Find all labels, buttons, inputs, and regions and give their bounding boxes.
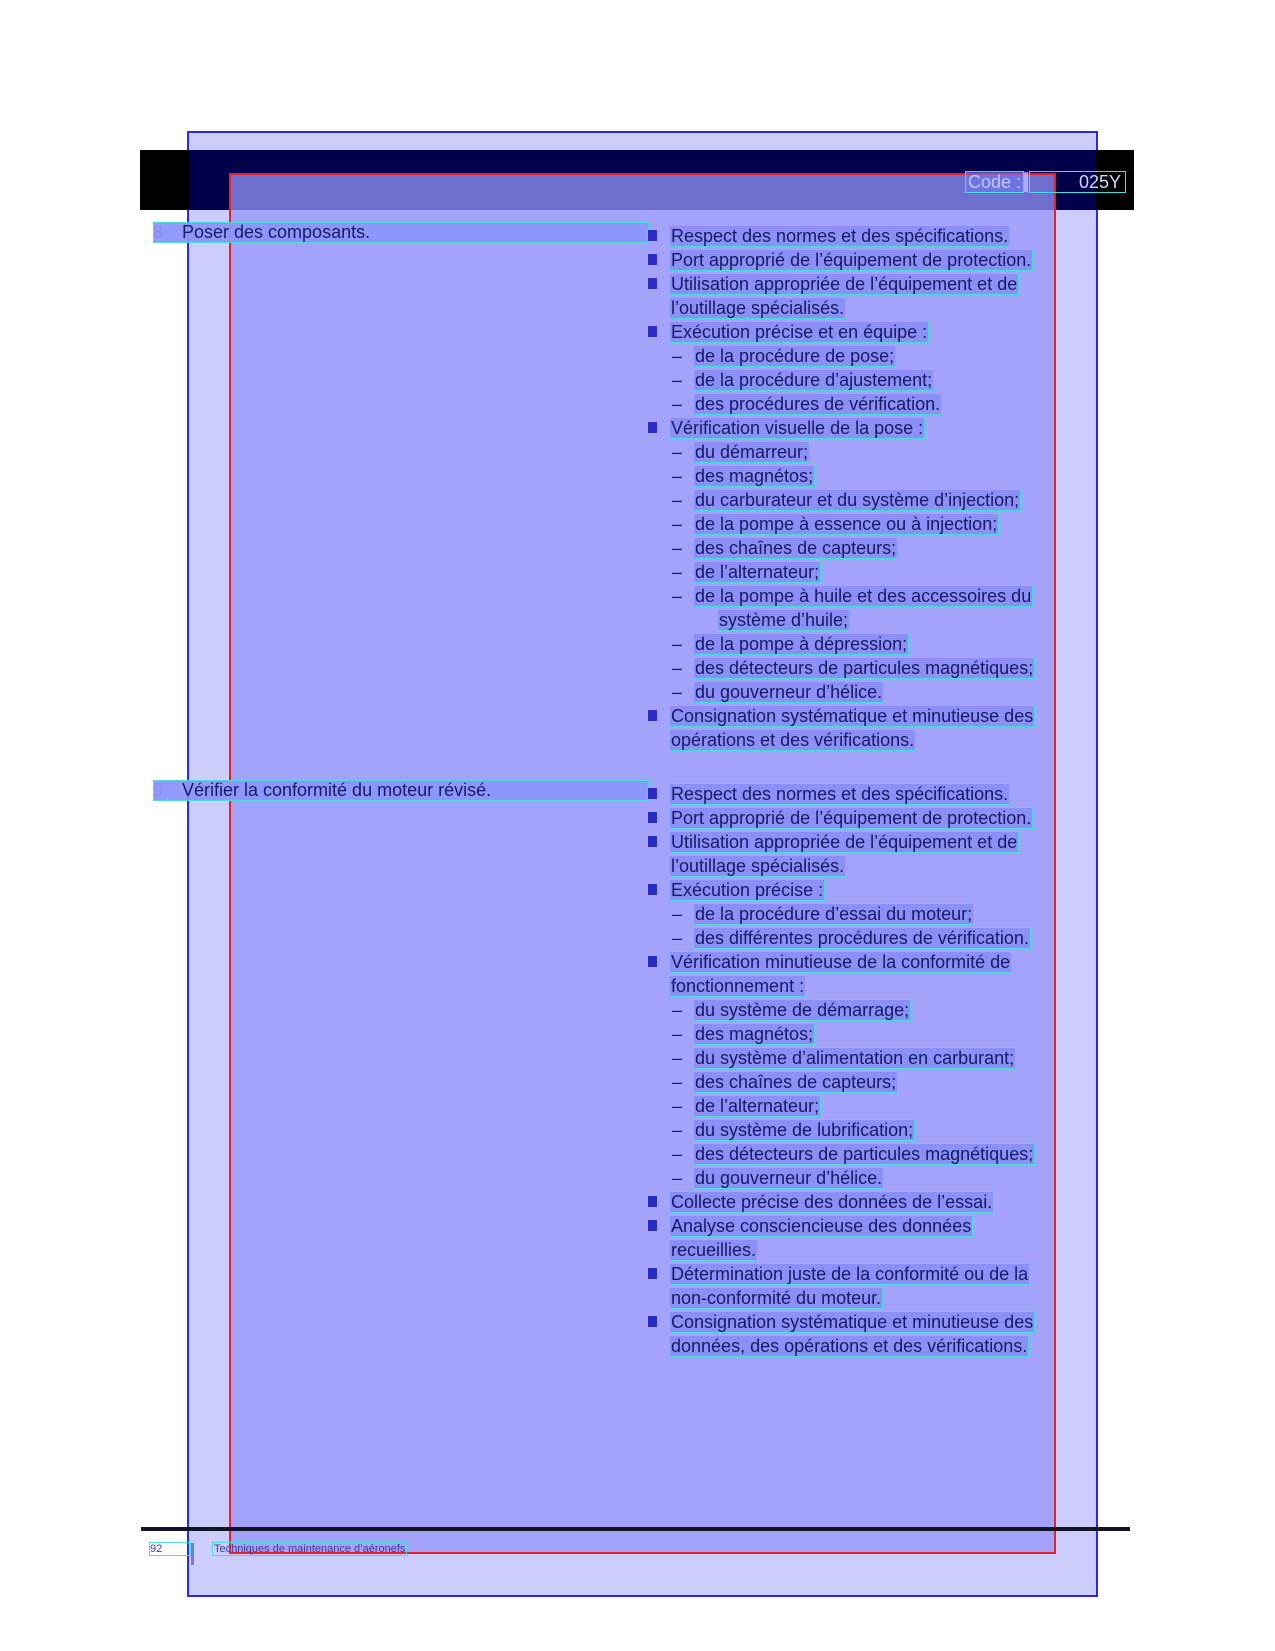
dash-icon: – <box>672 1024 683 1044</box>
criterion-text: des magnétos; <box>695 466 814 486</box>
dash-icon: – <box>672 658 683 678</box>
dash-icon: – <box>672 346 683 366</box>
criterion-text: Collecte précise des données de l’essai. <box>671 1192 993 1212</box>
sub-criterion-item <box>648 368 1093 392</box>
bullet-icon <box>648 230 657 241</box>
criterion-item <box>648 830 1093 854</box>
footer-title: Techniques de maintenance d’aéronefs <box>214 1543 406 1555</box>
dash-icon: – <box>672 562 683 582</box>
criterion-text: du carburateur et du système d’injection; <box>695 490 1020 510</box>
criterion-item <box>648 950 1093 974</box>
criterion-text: données, des opérations et des vérifications. <box>671 1336 1028 1356</box>
bullet-icon <box>648 1196 657 1207</box>
criterion-text: du gouverneur d’hélice. <box>695 1168 883 1188</box>
criterion-continuation <box>648 1238 1093 1262</box>
criterion-text: des détecteurs de particules magnétiques; <box>695 1144 1034 1164</box>
sub-criterion-item <box>648 440 1093 464</box>
criterion-text: Exécution précise : <box>671 880 824 900</box>
criterion-item <box>648 320 1093 344</box>
bullet-icon <box>648 1316 657 1327</box>
bullet-icon <box>648 884 657 895</box>
sub-criterion-item <box>648 464 1093 488</box>
criterion-text: fonctionnement : <box>671 976 805 996</box>
footer-separator <box>191 1543 194 1565</box>
sub-criterion-item <box>648 902 1093 926</box>
footer-rule <box>141 1527 1130 1531</box>
sub-criterion-item <box>648 1046 1093 1070</box>
criterion-text: de la pompe à huile et des accessoires du <box>695 586 1032 606</box>
criterion-item <box>648 704 1093 728</box>
bullet-icon <box>648 422 657 433</box>
criterion-text: Consignation systématique et minutieuse des <box>671 1312 1034 1332</box>
sub-criterion-item <box>648 536 1093 560</box>
criterion-item <box>648 878 1093 902</box>
criterion-item <box>648 1214 1093 1238</box>
dash-icon: – <box>672 466 683 486</box>
criterion-text: recueillies. <box>671 1240 757 1260</box>
criterion-text: Utilisation appropriée de l’équipement et de <box>671 832 1018 852</box>
dash-icon: – <box>672 904 683 924</box>
criterion-text: des différentes procédures de vérification. <box>695 928 1029 948</box>
criterion-text: système d’huile; <box>719 610 849 630</box>
sub-criterion-item <box>648 656 1093 680</box>
code-value: 025Y <box>1030 172 1125 192</box>
criterion-text: des chaînes de capteurs; <box>695 1072 897 1092</box>
criterion-item <box>648 416 1093 440</box>
dash-icon: – <box>672 394 683 414</box>
criterion-text: Port approprié de l’équipement de protection. <box>671 808 1032 828</box>
sub-criterion-item <box>648 512 1093 536</box>
bullet-icon <box>648 812 657 823</box>
page-number: 92 <box>150 1543 190 1555</box>
criterion-text: du système d’alimentation en carburant; <box>695 1048 1015 1068</box>
criterion-item <box>648 782 1093 806</box>
criterion-text: Utilisation appropriée de l’équipement et de <box>671 274 1018 294</box>
bullet-icon <box>648 836 657 847</box>
criterion-text: Exécution précise et en équipe : <box>671 322 928 342</box>
criterion-text: du démarreur; <box>695 442 809 462</box>
criterion-text: opérations et des vérifications. <box>671 730 915 750</box>
dash-icon: – <box>672 514 683 534</box>
sub-criterion-item <box>648 1166 1093 1190</box>
dash-icon: – <box>672 1096 683 1116</box>
criterion-item <box>648 1262 1093 1286</box>
criterion-continuation <box>648 1286 1093 1310</box>
bullet-icon <box>648 278 657 289</box>
criterion-continuation <box>648 608 1093 632</box>
criterion-text: des chaînes de capteurs; <box>695 538 897 558</box>
criterion-continuation <box>648 728 1093 752</box>
criterion-text: Respect des normes et des spécifications. <box>671 784 1009 804</box>
criterion-text: de la pompe à dépression; <box>695 634 908 654</box>
criterion-text: l’outillage spécialisés. <box>671 298 845 318</box>
criterion-continuation <box>648 296 1093 320</box>
criterion-text: de l’alternateur; <box>695 562 820 582</box>
dash-icon: – <box>672 1072 683 1092</box>
criterion-item <box>648 272 1093 296</box>
criterion-text: de la procédure d’essai du moteur; <box>695 904 973 924</box>
dash-icon: – <box>672 682 683 702</box>
dash-icon: – <box>672 928 683 948</box>
criterion-text: Détermination juste de la conformité ou de la <box>671 1264 1029 1284</box>
dash-icon: – <box>672 1168 683 1188</box>
dash-icon: – <box>672 1048 683 1068</box>
section-title: Poser des composants. <box>154 223 648 242</box>
criterion-text: Consignation systématique et minutieuse des <box>671 706 1034 726</box>
code-separator <box>1024 172 1028 192</box>
criterion-item <box>648 224 1093 248</box>
criterion-text: de l’alternateur; <box>695 1096 820 1116</box>
bullet-icon <box>648 254 657 265</box>
section-title: Vérifier la conformité du moteur révisé. <box>154 781 648 800</box>
sub-criterion-item <box>648 1022 1093 1046</box>
criterion-text: des détecteurs de particules magnétiques; <box>695 658 1034 678</box>
dash-icon: – <box>672 538 683 558</box>
criterion-text: du gouverneur d’hélice. <box>695 682 883 702</box>
sub-criterion-item <box>648 680 1093 704</box>
sub-criterion-item <box>648 560 1093 584</box>
criterion-text: des procédures de vérification. <box>695 394 941 414</box>
criterion-text: du système de lubrification; <box>695 1120 914 1140</box>
bullet-icon <box>648 710 657 721</box>
sub-criterion-item <box>648 926 1093 950</box>
dash-icon: – <box>672 634 683 654</box>
sub-criterion-item <box>648 1118 1093 1142</box>
criterion-text: Vérification minutieuse de la conformité de <box>671 952 1011 972</box>
bullet-icon <box>648 326 657 337</box>
sub-criterion-item <box>648 584 1093 608</box>
criterion-text: de la procédure d’ajustement; <box>695 370 933 390</box>
sub-criterion-item <box>648 998 1093 1022</box>
criterion-text: Analyse consciencieuse des données <box>671 1216 972 1236</box>
criterion-text: des magnétos; <box>695 1024 814 1044</box>
criterion-item <box>648 248 1093 272</box>
criterion-text: du système de démarrage; <box>695 1000 910 1020</box>
criterion-item <box>648 1310 1093 1334</box>
dash-icon: – <box>672 586 683 606</box>
bullet-icon <box>648 1220 657 1231</box>
bullet-icon <box>648 956 657 967</box>
dash-icon: – <box>672 1144 683 1164</box>
criterion-item <box>648 806 1093 830</box>
criterion-continuation <box>648 1334 1093 1358</box>
dash-icon: – <box>672 490 683 510</box>
criterion-text: non-conformité du moteur. <box>671 1288 882 1308</box>
dash-icon: – <box>672 442 683 462</box>
sub-criterion-item <box>648 488 1093 512</box>
sub-criterion-item <box>648 392 1093 416</box>
bullet-icon <box>648 1268 657 1279</box>
sub-criterion-item <box>648 1094 1093 1118</box>
criterion-text: Respect des normes et des spécifications. <box>671 226 1009 246</box>
criterion-item <box>648 1190 1093 1214</box>
sub-criterion-item <box>648 344 1093 368</box>
criterion-text: de la pompe à essence ou à injection; <box>695 514 998 534</box>
criteria-list <box>648 224 1093 752</box>
code-label: Code : <box>968 172 1022 192</box>
criterion-text: Vérification visuelle de la pose : <box>671 418 924 438</box>
criterion-text: Port approprié de l’équipement de protection. <box>671 250 1032 270</box>
dash-icon: – <box>672 1120 683 1140</box>
dash-icon: – <box>672 370 683 390</box>
criterion-text: de la procédure de pose; <box>695 346 895 366</box>
criterion-text: l’outillage spécialisés. <box>671 856 845 876</box>
criteria-list <box>648 782 1093 1358</box>
criterion-continuation <box>648 854 1093 878</box>
dash-icon: – <box>672 1000 683 1020</box>
sub-criterion-item <box>648 1070 1093 1094</box>
sub-criterion-item <box>648 632 1093 656</box>
sub-criterion-item <box>648 1142 1093 1166</box>
bullet-icon <box>648 788 657 799</box>
criterion-continuation <box>648 974 1093 998</box>
